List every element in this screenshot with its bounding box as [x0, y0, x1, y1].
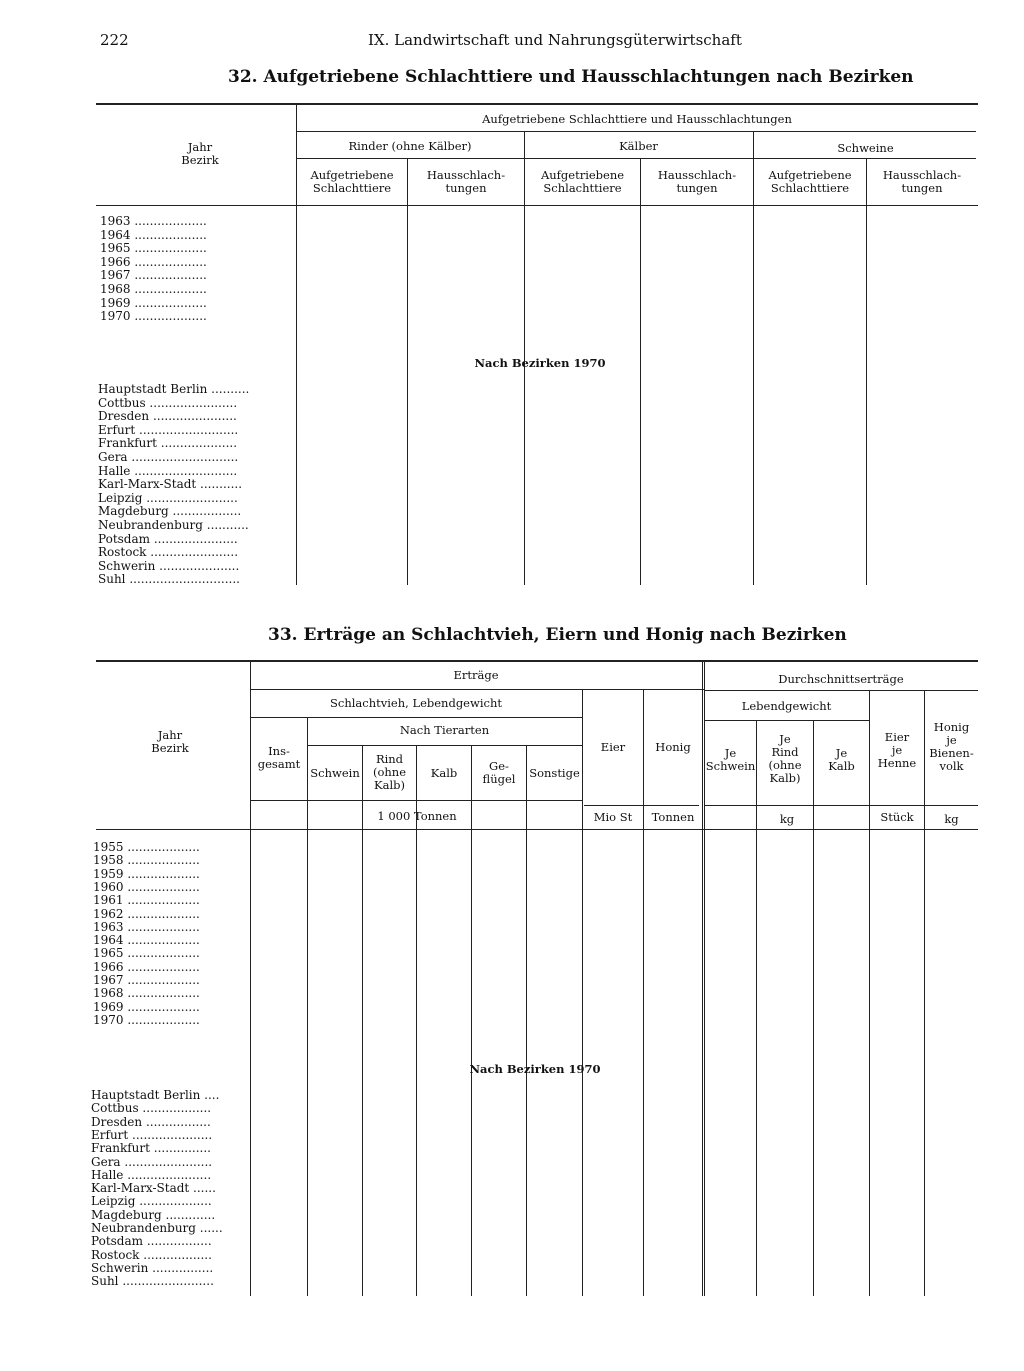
t33-stub-line2: Bezirk — [151, 741, 189, 755]
row-label: Magdeburg .................. — [98, 504, 242, 519]
t32-col-head — [298, 169, 406, 195]
t33-col-line: Henne — [877, 756, 917, 770]
t33-stub-line1: Jahr — [157, 728, 183, 742]
row-label: 1970 ................... — [100, 309, 207, 324]
t33-col-line: flügel — [482, 772, 516, 786]
t32-group-head: Aufgetriebene Schlachttiere und Hausschlachtungen — [482, 112, 792, 126]
row-label: 1970 ................... — [93, 1012, 200, 1027]
row-label: 1963 ................... — [93, 919, 200, 934]
t33-col-line: (ohne — [372, 765, 407, 779]
t32-col-head-line: tungen — [676, 181, 718, 195]
t32-sub-head-kaelber: Kälber — [619, 139, 658, 153]
row-label: 1964 ................... — [100, 227, 207, 242]
row-label: Halle ...................... — [91, 1167, 212, 1182]
t32-col-head-line: tungen — [901, 181, 943, 195]
t33-col-honig: Honig — [655, 740, 691, 754]
row-label: Rostock .................. — [91, 1247, 212, 1262]
t33-col-honig-volk — [925, 721, 978, 773]
t32-stub-head — [150, 141, 250, 167]
row-label: 1967 ................... — [100, 268, 207, 283]
table-32-title: 32. Aufgetriebene Schlachttiere und Hausschlachtungen nach Bezirken — [228, 67, 914, 87]
t33-col-line: Rind — [375, 752, 404, 766]
t32-col-head-line: Schlachttiere — [543, 181, 622, 195]
t32-col-head-line: Hausschlach- — [426, 168, 506, 182]
row-label: 1968 ................... — [100, 282, 207, 296]
t32-sub-head-rinder: Rinder (ohne Kälber) — [348, 139, 472, 153]
t32-col-head-line: Schlachttiere — [312, 181, 392, 195]
row-label: Erfurt .......................... — [98, 422, 239, 437]
row-label: Erfurt ..................... — [91, 1127, 213, 1142]
t33-col-line: Je — [779, 732, 791, 746]
row-label: Hauptstadt Berlin .... — [91, 1088, 220, 1102]
row-label: Gera ............................ — [98, 450, 239, 464]
t33-stub-head — [120, 729, 220, 755]
t33-col-line: Je — [835, 746, 848, 760]
t33-col-line: Kalb — [828, 759, 855, 773]
t33-section-label: Nach Bezirken 1970 — [469, 1062, 601, 1076]
t33-col-line: je — [891, 743, 903, 757]
row-label: 1955 ................... — [93, 840, 200, 854]
t33-col-line: Schwein — [705, 759, 756, 773]
t33-unit-1000t: 1 000 Tonnen — [377, 809, 457, 823]
row-label: Leipzig ........................ — [98, 490, 238, 505]
t33-col-line: Kalb) — [374, 778, 405, 792]
t32-col-head-line: tungen — [445, 181, 487, 195]
row-label: Karl-Marx-Stadt ........... — [98, 477, 243, 492]
t32-col-head-line: Aufgetriebene — [768, 168, 852, 182]
row-label: Frankfurt .................... — [98, 436, 238, 451]
row-label: Karl-Marx-Stadt ...... — [91, 1181, 216, 1196]
row-label: Dresden ................. — [91, 1114, 211, 1129]
row-label: Suhl ........................ — [91, 1274, 214, 1289]
t33-col-line: Rind — [771, 745, 799, 759]
row-label: 1969 ................... — [93, 999, 200, 1014]
row-label: 1961 ................... — [93, 893, 200, 908]
t33-unit-tonnen: Tonnen — [651, 810, 695, 824]
row-label: Potsdam ................. — [91, 1234, 212, 1249]
t33-col-line: Ins- — [268, 744, 290, 758]
t32-section-label: Nach Bezirken 1970 — [474, 356, 606, 370]
row-label: Neubrandenburg ...... — [91, 1221, 223, 1235]
t33-unit-miost: Mio St — [593, 810, 633, 824]
row-label: Schwerin ..................... — [98, 558, 240, 573]
t33-col-insgesamt — [251, 745, 307, 771]
t32-col-head — [867, 169, 977, 195]
t33-col-je-rind — [757, 733, 813, 785]
t33-head-lebendgewicht: Lebendgewicht — [741, 699, 832, 713]
t33-col-line: Je — [724, 746, 737, 760]
row-label: 1963 ................... — [100, 214, 207, 228]
row-label: Leipzig ................... — [91, 1194, 212, 1209]
row-label: 1969 ................... — [100, 295, 207, 310]
t33-head-durchschnitt: Durchschnittserträge — [778, 672, 904, 686]
t33-col-schwein: Schwein — [310, 766, 360, 780]
row-label: 1959 ................... — [93, 866, 200, 881]
row-label: Suhl ............................. — [98, 572, 240, 587]
row-label: Schwerin ................ — [91, 1260, 214, 1275]
table-33-title: 33. Erträge an Schlachtvieh, Eiern und Honig nach Bezirken — [268, 625, 847, 645]
row-label: 1962 ................... — [93, 906, 200, 921]
t33-col-kalb: Kalb — [430, 766, 458, 780]
t32-stub-line1: Jahr — [187, 140, 213, 154]
row-label: 1960 ................... — [93, 879, 200, 894]
t33-col-line: Bienen- — [929, 746, 974, 760]
t32-col-head-line: Hausschlach- — [882, 168, 962, 182]
t33-col-gefluegel — [472, 760, 526, 786]
t32-col-head-line: Hausschlach- — [657, 168, 737, 182]
t32-col-head-line: Aufgetriebene — [540, 168, 625, 182]
t33-unit-stueck: Stück — [880, 810, 914, 824]
t33-unit-kg2: kg — [944, 812, 959, 826]
row-label: 1958 ................... — [93, 853, 200, 868]
t33-col-line: volk — [939, 759, 964, 773]
row-label: 1966 ................... — [93, 959, 200, 974]
t32-sub-head-schweine: Schweine — [837, 141, 894, 155]
t32-col-head — [525, 169, 640, 195]
t33-col-line: (ohne — [768, 758, 802, 772]
row-label: 1965 ................... — [100, 241, 207, 256]
t33-col-je-schwein — [705, 747, 756, 773]
page-number: 222 — [100, 31, 129, 49]
t33-head-ertraege: Erträge — [453, 668, 499, 682]
t33-head-tierarten: Nach Tierarten — [399, 723, 490, 737]
row-label: Rostock ....................... — [98, 545, 239, 560]
row-label: Neubrandenburg ........... — [98, 518, 249, 532]
t33-col-line: Honig — [933, 720, 970, 734]
t33-unit-kg: kg — [779, 812, 795, 826]
row-label: 1964 ................... — [93, 933, 200, 948]
t33-col-line: gesamt — [257, 757, 301, 771]
t33-head-schlachtvieh: Schlachtvieh, Lebendgewicht — [330, 696, 502, 710]
t33-col-line: Ge- — [489, 759, 509, 773]
t32-col-head — [754, 169, 866, 195]
row-label: 1967 ................... — [93, 973, 200, 987]
t33-col-line: Eier — [884, 730, 910, 744]
row-label: Potsdam ...................... — [98, 531, 238, 546]
row-label: 1966 ................... — [100, 254, 207, 269]
t33-col-rind — [363, 753, 416, 792]
row-label: Halle ........................... — [98, 463, 238, 478]
row-label: Cottbus .................. — [91, 1101, 212, 1116]
t32-col-head-line: Schlachttiere — [770, 181, 850, 195]
row-label: Magdeburg ............. — [91, 1207, 216, 1222]
t33-col-line: Kalb) — [769, 771, 801, 785]
row-label: Dresden ...................... — [98, 409, 237, 424]
row-label: 1968 ................... — [93, 986, 200, 1001]
t33-col-eier-henne — [870, 731, 924, 770]
chapter-heading: IX. Landwirtschaft und Nahrungsgüterwirtschaft — [368, 31, 742, 49]
t32-col-head — [408, 169, 524, 195]
row-label: Frankfurt ............... — [91, 1141, 211, 1156]
t33-col-sonstige: Sonstige — [529, 766, 580, 780]
row-label: Hauptstadt Berlin .......... — [98, 382, 250, 396]
t32-stub-line2: Bezirk — [181, 153, 219, 167]
t33-col-line: je — [946, 733, 957, 747]
t33-col-eier: Eier — [600, 740, 626, 754]
row-label: Cottbus ....................... — [98, 395, 238, 410]
row-label: 1965 ................... — [93, 946, 200, 961]
row-label: Gera ....................... — [91, 1154, 213, 1169]
t32-col-head-line: Aufgetriebene — [310, 168, 394, 182]
t32-col-head — [641, 169, 753, 195]
t33-col-je-kalb — [814, 747, 869, 773]
